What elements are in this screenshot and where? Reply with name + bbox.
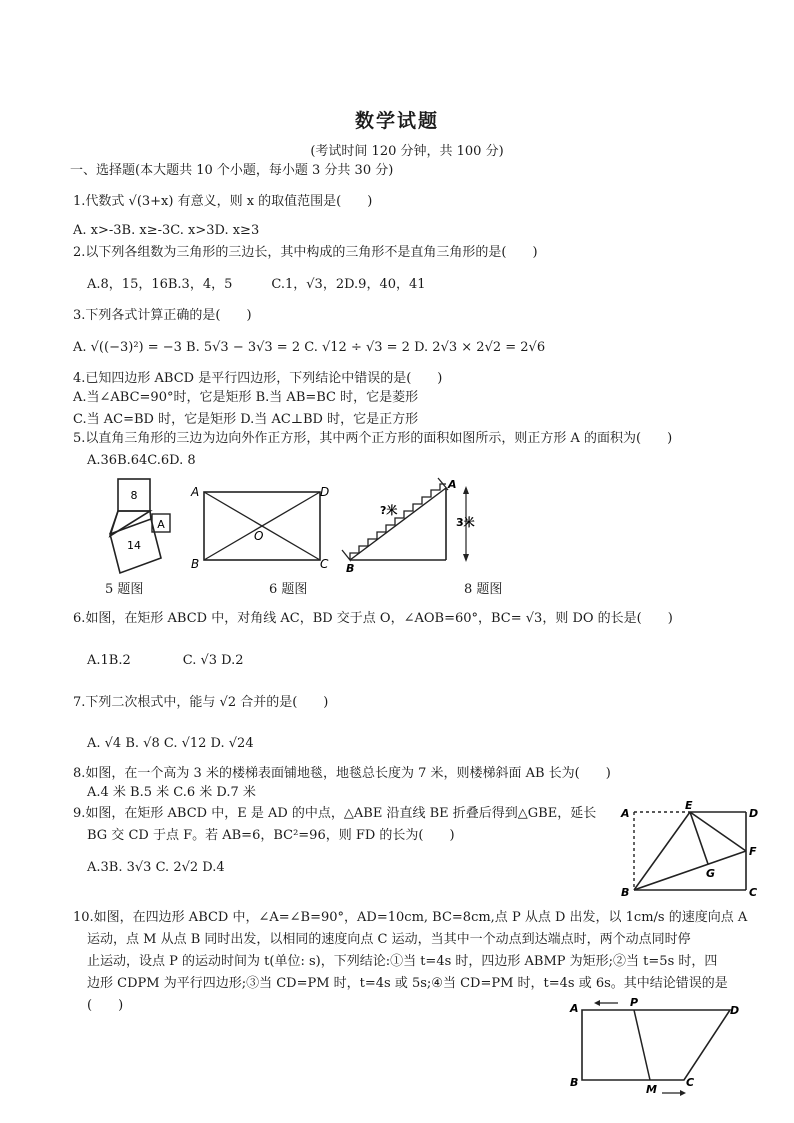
figure-10-point-m: M: [646, 1083, 657, 1096]
figure-9-vertex-d: D: [749, 807, 759, 820]
question-7-options: A. √4 B. √8 C. √12 D. √24: [87, 736, 254, 751]
section-heading: 一、选择题(本大题共 10 个小题，每小题 3 分共 30 分): [70, 163, 394, 178]
question-2-stem: 2.以下列各组数为三角形的三边长，其中构成的三角形不是直角三角形的是( ): [73, 245, 538, 260]
question-7-stem: 7.下列二次根式中，能与 √2 合并的是( ): [73, 695, 329, 710]
question-4-options-line2: C.当 AC=BD 时，它是矩形 D.当 AC⊥BD 时，它是正方形: [73, 412, 419, 427]
figure-10-vertex-a: A: [570, 1002, 579, 1015]
figure-5-caption: 5 题图: [105, 582, 144, 597]
figure-9-vertex-c: C: [749, 886, 758, 899]
question-8-stem: 8.如图，在一个高为 3 米的楼梯表面铺地毯，地毯总长度为 7 米，则楼梯斜面 AB 长为( ): [73, 766, 611, 781]
figure-6-vertex-c: C: [320, 557, 329, 571]
figure-9-point-f: F: [749, 845, 757, 858]
question-1-options: A. x>-3B. x≥-3C. x>3D. x≥3: [73, 223, 260, 238]
figure-10-vertex-d: D: [730, 1004, 740, 1017]
exam-subtitle: (考试时间 120 分钟，共 100 分): [310, 144, 504, 159]
question-6-stem: 6.如图，在矩形 ABCD 中，对角线 AC，BD 交于点 O，∠AOB=60°，BC= √3，则 DO 的长是( ): [73, 611, 673, 626]
question-4-options-line1: A.当∠ABC=90°时，它是矩形 B.当 AB=BC 时，它是菱形: [73, 390, 419, 405]
figure-6-vertex-d: D: [320, 485, 330, 499]
question-6-options: A.1B.2 C. √3 D.2: [87, 653, 244, 668]
figure-8-vertex-a: A: [448, 478, 457, 491]
figure-6-center-o: O: [254, 529, 264, 543]
figure-8-unknown-length: ?米: [380, 504, 398, 517]
question-10-stem-line1: 10.如图，在四边形 ABCD 中，∠A=∠B=90°，AD=10cm, BC=8cm,点 P 从点 D 出发，以 1cm/s 的速度向点 A: [73, 910, 748, 925]
question-2-options: A.8，15，16B.3，4，5 C.1，√3，2D.9，40，41: [87, 277, 426, 292]
figure-9-point-g: G: [706, 867, 716, 880]
figure-8-stairs: [336, 474, 486, 576]
question-5-options: A.36B.64C.6D. 8: [87, 453, 196, 468]
figure-6-rectangle: [188, 482, 330, 572]
question-10-stem-line4: 边形 CDPM 为平行四边形;③当 CD=PM 时，t=4s 或 5s;④当 CD=PM 时，t=4s 或 6s。其中结论错误的是: [87, 976, 728, 991]
figure-6-vertex-a: A: [191, 485, 200, 499]
figure-10-point-p: P: [630, 996, 639, 1009]
figure-9-fold: [618, 800, 764, 900]
figure-10-vertex-c: C: [686, 1076, 695, 1089]
figure-5-label-14: 14: [127, 539, 141, 552]
figure-8-caption: 8 题图: [464, 582, 503, 597]
question-4-stem: 4.已知四边形 ABCD 是平行四边形，下列结论中错误的是( ): [73, 371, 443, 386]
question-8-options: A.4 米 B.5 米 C.6 米 D.7 米: [87, 785, 256, 800]
figure-8-height-label: 3米: [456, 516, 475, 529]
figure-5-label-8: 8: [130, 489, 138, 502]
figure-9-point-e: E: [685, 800, 693, 812]
question-10-answer-blank: ( ): [87, 998, 124, 1013]
question-10-stem-line3: 止运动，设点 P 的运动时间为 t(单位: s)，下列结论:①当 t=4s 时，四边形 ABMP 为矩形;②当 t=5s 时，四: [87, 954, 718, 969]
figure-9-vertex-b: B: [621, 886, 630, 899]
figure-6-vertex-b: B: [191, 557, 200, 571]
question-9-stem-line2: BG 交 CD 于点 F。若 AB=6，BC²=96，则 FD 的长为( ): [87, 828, 455, 843]
question-3-stem: 3.下列各式计算正确的是( ): [73, 308, 252, 323]
question-5-stem: 5.以直角三角形的三边为边向外作正方形，其中两个正方形的面积如图所示，则正方形 A 的面积为( ): [73, 431, 673, 446]
figure-10-trapezoid: [564, 996, 754, 1102]
figure-10-vertex-b: B: [570, 1076, 579, 1089]
question-9-options: A.3B. 3√3 C. 2√2 D.4: [87, 860, 225, 875]
figure-9-vertex-a: A: [621, 807, 630, 820]
question-3-options: A. √((−3)²) = −3 B. 5√3 − 3√3 = 2 C. √12 ÷ √3 = 2 D. 2√3 × 2√2 = 2√6: [73, 340, 546, 355]
figure-8-vertex-b: B: [346, 562, 355, 575]
figure-5-squares: [90, 476, 190, 576]
question-9-stem-line1: 9.如图，在矩形 ABCD 中，E 是 AD 的中点，△ABE 沿直线 BE 折叠后得到△GBE，延长: [73, 806, 597, 821]
figure-6-caption: 6 题图: [269, 582, 308, 597]
page-title: 数学试题: [354, 110, 439, 132]
figure-5-label-a: A: [157, 518, 165, 531]
question-1-stem: 1.代数式 √(3+x) 有意义，则 x 的取值范围是( ): [73, 194, 373, 209]
question-10-stem-line2: 运动，点 M 从点 B 同时出发，以相同的速度向点 C 运动，当其中一个动点到达端点时，两个动点同时停: [87, 932, 691, 947]
